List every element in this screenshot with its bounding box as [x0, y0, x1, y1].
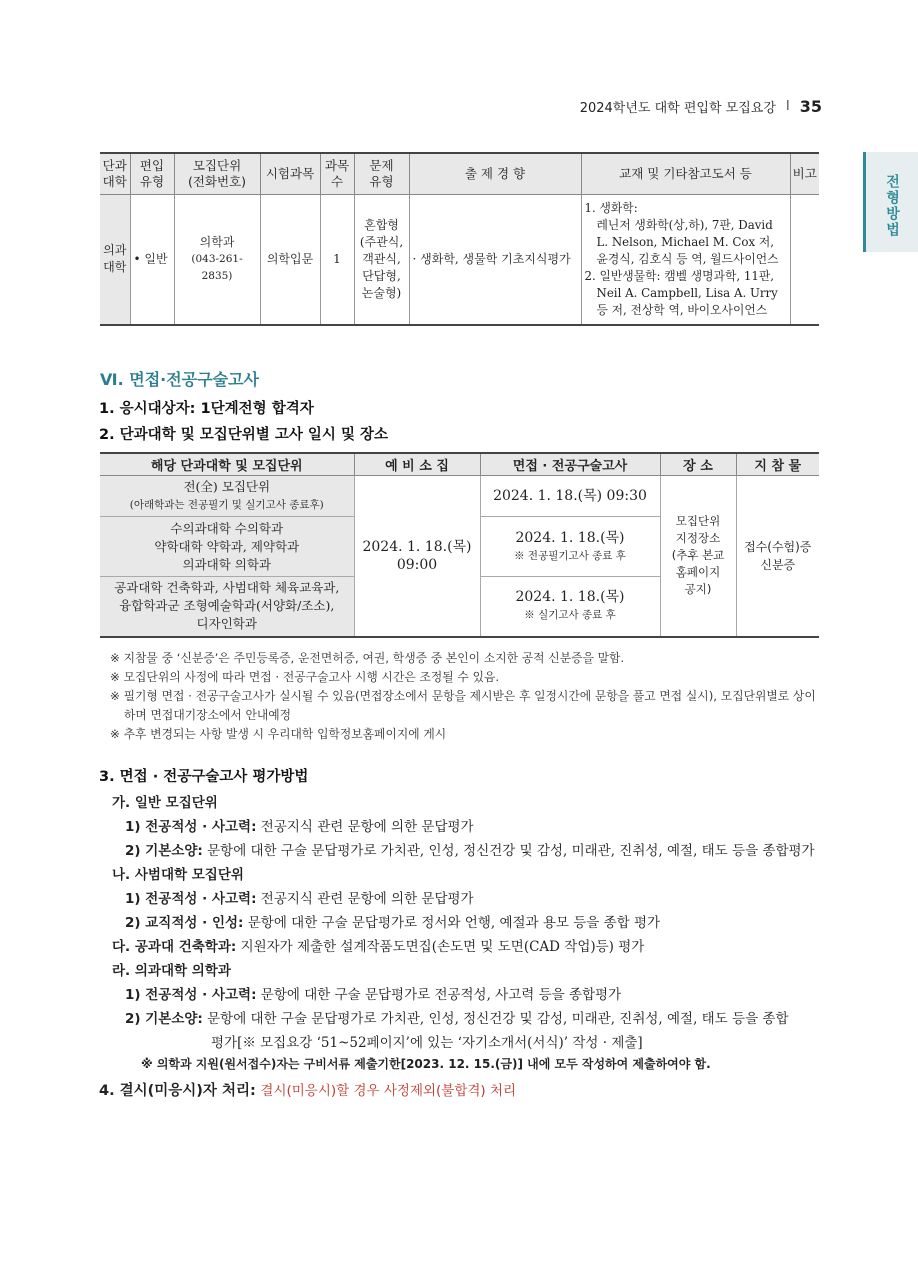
unit-line: 공과대학 건축학과, 사범대학 체육교육과,: [114, 580, 340, 596]
col-header: 예 비 소 집: [354, 453, 480, 476]
prelim-time: 09:00: [396, 556, 438, 573]
heading-3: 3. 면접 · 전공구술고사 평가방법: [99, 769, 309, 785]
exam-date: 2024. 1. 18.(목) 09:30: [493, 488, 647, 504]
exam-subject-table: [100, 152, 819, 326]
table-row: [100, 195, 819, 325]
col-header: 면접 · 전공구술고사: [480, 453, 660, 476]
cell-exam: [480, 577, 660, 637]
col-header: 출 제 경 향: [409, 153, 581, 195]
item-label: 1) 전공적성 · 사고력:: [125, 819, 257, 835]
unit-name: 의학과: [199, 234, 235, 249]
side-tab-label: 전형방법: [884, 174, 900, 238]
ra-item-2-cont: 평가[※ 모집요강 ‘51~52페이지’에 있는 ‘자기소개서(서식)’ 작성 · 제출]: [211, 1035, 643, 1051]
col-header: 해당 단과대학 및 모집단위: [100, 453, 354, 476]
item-text: 문항에 대한 구술 문답평가로 가치관, 인성, 정신건강 및 감성, 미래관, 진취성, 예절, 태도 등을 종합: [207, 1011, 789, 1027]
subheading-ga: 가. 일반 모집단위: [112, 795, 218, 811]
note-item: ※ 추후 변경되는 사항 발생 시 우리대학 입학정보홈페이지에 게시: [110, 727, 447, 741]
col-header: 교재 및 기타참고도서 등: [581, 153, 790, 195]
book-line: 레닌저 생화학(상,하), 7판, David: [596, 217, 773, 232]
qtype-line: 단답형,: [362, 268, 401, 283]
cell-count: 1: [320, 195, 354, 325]
cell-unit: [100, 517, 354, 577]
heading-2: 2. 단과대학 및 모집단위별 고사 일시 및 장소: [99, 427, 389, 443]
exam-note: ※ 실기고사 종료 후: [524, 609, 616, 622]
cell-exam: [480, 517, 660, 577]
ra-item-1: [125, 983, 621, 1003]
cell-unit: [100, 577, 354, 637]
unit-line: 의과대학 의학과: [182, 556, 271, 572]
exam-date: 2024. 1. 18.(목): [515, 529, 625, 546]
item-label: 다. 공과대 건축학과:: [112, 939, 237, 955]
col-header: 시험과목: [260, 153, 320, 195]
col-header: 모집단위 (전화번호): [174, 153, 260, 195]
col-header: 문제 유형: [354, 153, 409, 195]
ra-item-2: [125, 1007, 789, 1027]
cell-qtype: [354, 195, 409, 325]
heading-4-text: 결시(미응시)할 경우 사정제외(불합격) 처리: [260, 1083, 517, 1099]
book-line: Neil A. Campbell, Lisa A. Urry: [596, 285, 778, 300]
cell-unit: [100, 476, 354, 517]
qtype-line: 논술형): [361, 285, 402, 300]
heading-1: 1. 응시대상자: 1단계전형 합격자: [99, 401, 314, 417]
interview-schedule-table: [100, 452, 819, 638]
unit-line: 수의과대학 수의학과: [170, 520, 284, 536]
place-line: 홈페이지: [675, 565, 721, 580]
notes: [110, 649, 825, 744]
place-line: (추후 본교: [671, 548, 725, 563]
book-line: 윤경식, 김호식 등 역, 월드사이언스: [596, 251, 779, 266]
item-text: 전공지식 관련 문항에 의한 문답평가: [260, 891, 474, 907]
cell-trend: · 생화학, 생물학 기초지식평가: [409, 195, 581, 325]
place-line: 모집단위: [675, 514, 721, 529]
section-title: Ⅵ. 면접·전공구술고사: [100, 370, 259, 389]
cell-books: [581, 195, 790, 325]
col-header: 단과 대학: [100, 153, 130, 195]
item-text: 전공지식 관련 문항에 의한 문답평가: [260, 819, 474, 835]
unit-phone: (043-261-2835): [191, 252, 243, 282]
subheading-na: 나. 사범대학 모집단위: [112, 867, 244, 883]
place-line: 공지): [684, 582, 712, 597]
item-label: 2) 기본소양:: [125, 1011, 203, 1027]
cell-subject: 의학입문: [260, 195, 320, 325]
col-header: 비고: [790, 153, 819, 195]
col-header: 지 참 물: [736, 453, 819, 476]
item-label: 2) 기본소양:: [125, 843, 203, 859]
cell-items: [736, 476, 819, 637]
ga-item-1: [125, 815, 474, 835]
doc-title: 2024학년도 대학 편입학 모집요강: [579, 101, 776, 116]
col-header: 장 소: [660, 453, 736, 476]
item-line: 접수(수험)증: [744, 539, 812, 554]
item-text: 지원자가 제출한 설계작품도면집(손도면 및 도면(CAD 작업)등) 평가: [240, 939, 645, 955]
table-header-row: [100, 153, 819, 195]
item-text: 문항에 대한 구술 문답평가로 가치관, 인성, 정신건강 및 감성, 미래관, 진취성, 예절, 태도 등을 종합평가: [207, 843, 815, 859]
place-line: 지정장소: [675, 531, 721, 546]
cell-exam: [480, 476, 660, 517]
qtype-line: 객관식,: [362, 251, 401, 266]
subheading-ra: 라. 의과대학 의학과: [112, 963, 231, 979]
note-item: ※ 지참물 중 ‘신분증’은 주민등록증, 운전면허증, 여권, 학생증 중 본인이 소지한 공적 신분증을 말함.: [110, 651, 625, 665]
cell-unit: [174, 195, 260, 325]
qtype-line: (주관식,: [359, 234, 404, 249]
item-label: 1) 전공적성 · 사고력:: [125, 891, 257, 907]
cell-prelim: [354, 476, 480, 637]
unit-line: 약학대학 약학과, 제약학과: [154, 538, 300, 554]
book-line: 2. 일반생물학: 캠벨 생명과학, 11판,: [584, 268, 774, 283]
heading-4: [99, 1079, 516, 1100]
cell-note: [790, 195, 819, 325]
book-line: L. Nelson, Michael M. Cox 저,: [596, 234, 775, 249]
heading-4-label: 4. 결시(미응시)자 처리:: [99, 1083, 256, 1099]
col-header: 편입 유형: [130, 153, 174, 195]
unit-line: 융합학과군 조형예술학과(서양화/조소),: [119, 598, 335, 614]
side-tab: [863, 152, 918, 252]
da-item: [112, 935, 644, 955]
book-line: 등 저, 전상학 역, 바이오사이언스: [596, 302, 768, 317]
unit-line: 전(全) 모집단위: [183, 479, 271, 494]
ra-note: ※ 의학과 지원(원서접수)자는 구비서류 제출기한[2023. 12. 15.(금)] 내에 모두 작성하여 제출하여야 함.: [141, 1057, 711, 1071]
item-line: 신분증: [760, 557, 796, 572]
cell-place: [660, 476, 736, 637]
na-item-1: [125, 887, 474, 907]
unit-line: 디자인학과: [196, 616, 257, 632]
note-item: ※ 모집단위의 사정에 따라 면접 · 전공구술고사 시행 시간은 조정될 수 있음.: [110, 670, 500, 684]
unit-line: (아래학과는 전공필기 및 실기고사 종료후): [129, 499, 324, 511]
exam-note: ※ 전공필기고사 종료 후: [514, 549, 626, 562]
exam-date: 2024. 1. 18.(목): [515, 589, 625, 606]
cell-type: • 일반: [130, 195, 174, 325]
prelim-date: 2024. 1. 18.(목): [362, 538, 472, 555]
item-label: 2) 교직적성 · 인성:: [125, 915, 244, 931]
table-row: [100, 476, 819, 517]
qtype-line: 혼합형: [364, 217, 399, 232]
book-line: 1. 생화학:: [584, 200, 638, 215]
col-header: 과목 수: [320, 153, 354, 195]
item-text: 문항에 대한 구술 문답평가로 전공적성, 사고력 등을 종합평가: [260, 987, 622, 1003]
table-header-row: [100, 453, 819, 476]
item-label: 1) 전공적성 · 사고력:: [125, 987, 257, 1003]
note-item: ※ 필기형 면접 · 전공구술고사가 실시될 수 있음(면접장소에서 문항을 제시받은 후 일정시간에 문항을 풀고 면접 실시), 모집단위별로 상이하며 면접대기장소에서 안내예정: [110, 689, 816, 722]
cell-college: 의과 대학: [100, 195, 130, 325]
header-separator: I: [785, 99, 790, 114]
ga-item-2: [125, 839, 815, 859]
page-number: 35: [799, 97, 822, 116]
item-text: 문항에 대한 구술 문답평가로 정서와 언행, 예절과 용모 등을 종합 평가: [247, 915, 661, 931]
na-item-2: [125, 911, 660, 931]
page-header: [580, 97, 822, 116]
